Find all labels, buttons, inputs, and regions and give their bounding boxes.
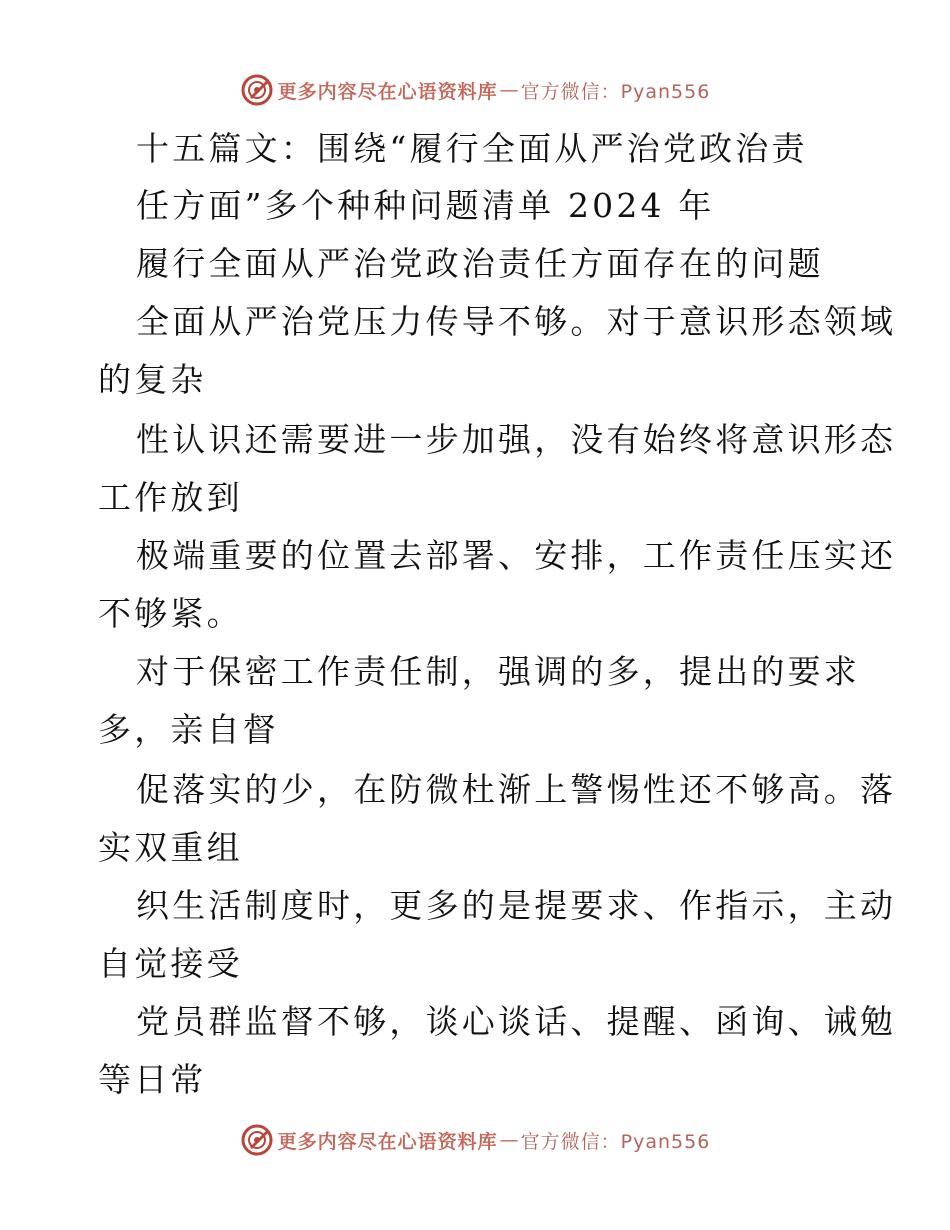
paragraph-line: 多，亲自督 [98, 710, 279, 749]
paragraph-line: 等日常 [98, 1060, 207, 1099]
wechat-text: 官方微信：Pyan556 [520, 80, 711, 103]
paragraph-line: 织生活制度时，更多的是提要求、作指示，主动 [136, 886, 897, 925]
document-title-line-1: 十五篇文：围绕“履行全面从严治党政治责 [136, 129, 808, 168]
header-banner [0, 70, 950, 110]
promo-text: 更多内容尽在心语资料库 [277, 80, 498, 103]
footer-banner [0, 1120, 950, 1160]
section-heading: 履行全面从严治党政治责任方面存在的问题 [136, 244, 824, 283]
document-title-line-2: 任方面”多个种种问题清单 2024 年 [136, 186, 715, 225]
paragraph-line: 工作放到 [98, 478, 243, 517]
paragraph-line: 全面从严治党压力传导不够。对于意识形态领域 [136, 302, 897, 341]
paragraph-line: 性认识还需要进一步加强，没有始终将意识形态 [136, 420, 897, 459]
paragraph-line: 对于保密工作责任制，强调的多，提出的要求 [136, 652, 860, 691]
wechat-text: 官方微信：Pyan556 [520, 1130, 711, 1153]
paragraph-line: 党员群监督不够，谈心谈话、提醒、函询、诫勉 [136, 1002, 897, 1041]
paragraph-line: 的复杂 [98, 360, 207, 399]
paragraph-line: 实双重组 [98, 828, 243, 867]
paragraph-line: 不够紧。 [98, 594, 243, 633]
promo-text: 更多内容尽在心语资料库 [277, 1130, 498, 1153]
paragraph-line: 促落实的少，在防微杜渐上警惕性还不够高。落 [136, 770, 897, 809]
paragraph-line: 极端重要的位置去部署、安排，工作责任压实还 [136, 536, 897, 575]
brand-logo-icon [240, 73, 274, 107]
banner-dash: — [499, 79, 519, 101]
banner-dash: — [499, 1129, 519, 1151]
paragraph-line: 自觉接受 [98, 944, 243, 983]
brand-logo-icon [240, 1123, 274, 1157]
